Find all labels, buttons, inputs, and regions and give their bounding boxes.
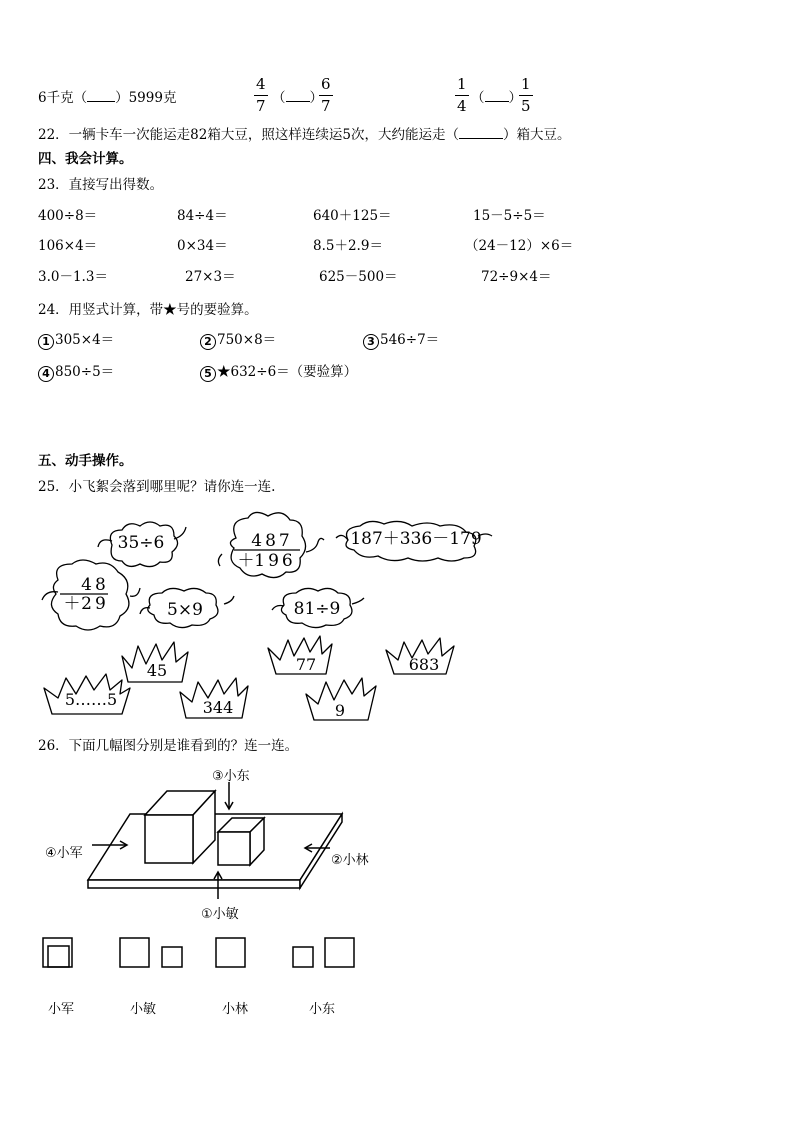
name-label: 小东 [309, 1002, 336, 1017]
calc-expr: 850÷5＝ [55, 364, 115, 380]
q24-prompt: 24．用竖式计算，带★号的要验算。 [38, 302, 258, 318]
name-label: 小军 [48, 1002, 75, 1017]
q22-text-after: ）箱大豆。 [502, 127, 571, 143]
numerator: 6 [319, 77, 333, 96]
viewer-label-bottom: ①小敏 [201, 907, 239, 922]
calc-item: 625－500＝ [319, 269, 398, 285]
circled-number: 3 [363, 334, 379, 350]
q23-prompt: 23．直接写出得数。 [38, 177, 164, 193]
denominator: 7 [321, 97, 331, 115]
cloud-expression: 187＋336－179 [350, 529, 482, 549]
view-option-3 [216, 938, 245, 967]
circled-number: 2 [200, 334, 216, 350]
name-label: 小敏 [130, 1002, 157, 1017]
grass-value: 9 [334, 701, 346, 720]
grass-value: 45 [146, 661, 168, 680]
circled-number: 5 [200, 366, 216, 382]
circled-number: 1 [38, 334, 54, 350]
cloud-expression: 5×9 [167, 600, 203, 620]
grass-value: 344 [202, 698, 234, 717]
q21-a-right: ）5999克 [115, 90, 177, 106]
numerator: 1 [519, 77, 533, 96]
paren-close: ） [309, 90, 323, 106]
calc-expr: 546÷7＝ [380, 332, 440, 348]
grass-value: 5……5 [64, 690, 118, 709]
section-title: 五、动手操作。 [38, 453, 133, 469]
paren-open: （ [471, 90, 485, 106]
calc-expr: 305×4＝ [55, 332, 115, 348]
q26-prompt: 26．下面几幅图分别是谁看到的？连一连。 [38, 738, 299, 754]
viewer-label-left: ④小军 [45, 846, 83, 861]
cloud-vertical-bottom: 29 [81, 594, 109, 614]
cloud-vertical-op: ＋ [237, 551, 255, 571]
denominator: 5 [521, 97, 531, 115]
cloud-vertical-bottom: 196 [254, 551, 296, 571]
numerator: 1 [455, 77, 469, 96]
paren-close: ） [508, 90, 522, 106]
denominator: 4 [457, 97, 467, 115]
calc-expr: ★632÷6＝（要验算） [217, 364, 358, 380]
paren-open: （ [272, 90, 286, 106]
q22-text-before: 22．一辆卡车一次能运走82箱大豆，照这样连续运5次，大约能运走（ [38, 127, 459, 143]
name-label: 小林 [222, 1002, 249, 1017]
cloud-vertical-op: ＋ [63, 594, 81, 614]
numerator: 4 [254, 77, 268, 96]
calc-item: 0×34＝ [177, 238, 228, 254]
viewer-label-top: ③小东 [212, 769, 250, 784]
calc-item: 3.0－1.3＝ [38, 269, 108, 285]
q25-prompt: 25．小飞絮会落到哪里呢？请你连一连. [38, 479, 276, 495]
calc-item: 640＋125＝ [313, 208, 392, 224]
denominator: 7 [256, 97, 266, 115]
calc-item: （24－12）×6＝ [465, 238, 574, 254]
cloud-expression: 81÷9 [293, 599, 341, 619]
calc-item: 27×3＝ [185, 269, 236, 285]
view-option-1 [43, 938, 72, 967]
section-title: 四、我会计算。 [38, 151, 133, 167]
grass-value: 683 [408, 655, 440, 674]
circled-number: 4 [38, 366, 54, 382]
calc-item: 15－5÷5＝ [473, 208, 546, 224]
calc-item: 8.5＋2.9＝ [313, 238, 383, 254]
calc-item: 72÷9×4＝ [481, 269, 552, 285]
calc-item: 106×4＝ [38, 238, 98, 254]
cloud-vertical-top: 48 [81, 575, 109, 595]
calc-item: 400÷8＝ [38, 208, 98, 224]
view-option-2 [120, 938, 182, 967]
cloud-vertical-top: 487 [251, 531, 293, 551]
q21-a-left: 6千克（ [38, 90, 88, 106]
table-front-edge [88, 880, 300, 888]
grass-value: 77 [295, 655, 317, 674]
calc-item: 84÷4＝ [177, 208, 228, 224]
calc-expr: 750×8＝ [217, 332, 277, 348]
cloud-expression: 35÷6 [117, 533, 165, 553]
viewer-label-right: ②小林 [331, 853, 369, 868]
view-option-4 [293, 938, 354, 967]
